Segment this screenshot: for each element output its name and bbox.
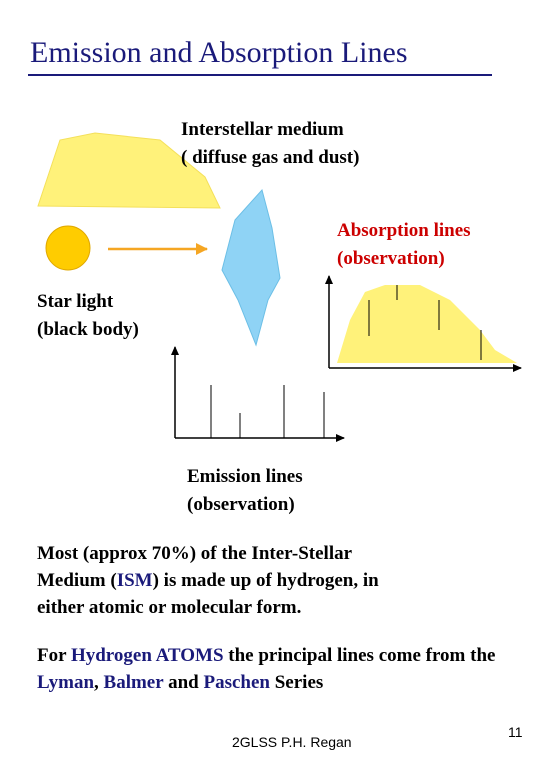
starlight-label-line1: Star light xyxy=(37,291,114,312)
balmer-term: Balmer xyxy=(103,672,164,693)
ism-composition-paragraph xyxy=(37,540,517,621)
absorption-label xyxy=(337,217,471,273)
absorption-continuum xyxy=(337,285,517,363)
lyman-term: Lyman xyxy=(37,672,95,693)
paragraph1-line2: Medium (ISM) is made up of hydrogen, in xyxy=(37,570,379,591)
ism-term: ISM xyxy=(116,570,153,591)
paschen-term: Paschen xyxy=(203,672,270,693)
emission-label xyxy=(187,463,303,519)
hydrogen-atoms-term: Hydrogen ATOMS xyxy=(70,645,224,666)
paragraph1-line3: either atomic or molecular form. xyxy=(37,597,302,618)
star xyxy=(46,226,90,270)
ism-label-line2: ( diffuse gas and dust) xyxy=(181,147,360,168)
footer-credit: 2GLSS P.H. Regan xyxy=(232,734,352,750)
emission-label-line2: (observation) xyxy=(187,494,295,515)
slide-title: Emission and Absorption Lines xyxy=(30,36,408,69)
starlight-label xyxy=(37,288,139,344)
starlight-label-line2: (black body) xyxy=(37,319,139,340)
gas-cloud xyxy=(222,190,280,345)
ism-label-line1: Interstellar medium xyxy=(181,119,344,140)
emission-label-line1: Emission lines xyxy=(187,466,303,487)
paragraph1-line1: Most (approx 70%) of the Inter-Stellar xyxy=(37,543,353,564)
absorption-label-line2: (observation) xyxy=(337,248,445,269)
hydrogen-series-paragraph: For Hydrogen ATOMS the principal lines come from the Lyman, Balmer and Paschen Series xyxy=(37,645,496,693)
page-number: 11 xyxy=(508,724,523,740)
ism-label xyxy=(181,116,359,172)
absorption-label-line1: Absorption lines xyxy=(337,220,471,241)
